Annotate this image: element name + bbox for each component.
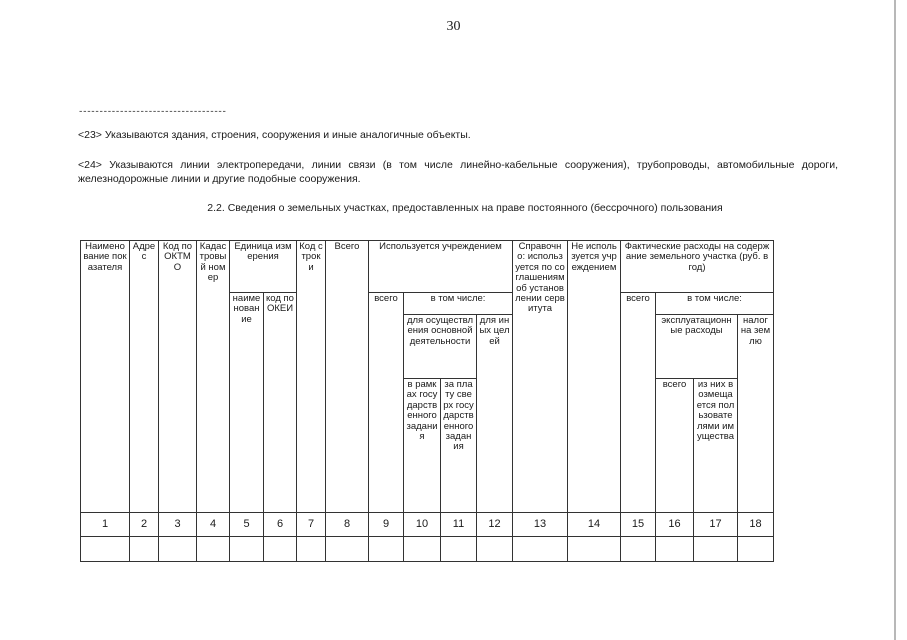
header-main-activity: для осуществления основной деятельности [404, 315, 477, 379]
column-number: 1 [81, 513, 130, 537]
column-number: 11 [441, 513, 477, 537]
column-number: 16 [656, 513, 694, 537]
empty-cell [738, 537, 774, 562]
footnote-separator: ------------------------------------ [78, 107, 226, 117]
column-number: 18 [738, 513, 774, 537]
header-unit-name: наименование [230, 293, 264, 513]
page-edge [894, 0, 896, 640]
empty-cell [568, 537, 621, 562]
header-exp-total: всего [621, 293, 656, 513]
header-unit: Единица измерения [230, 241, 297, 293]
header-other-purposes: для иных целей [477, 315, 513, 513]
header-not-used: Не используется учреждением [568, 241, 621, 513]
empty-cell [297, 537, 326, 562]
empty-cell [326, 537, 369, 562]
column-number: 3 [159, 513, 197, 537]
header-used-incl: в том числе: [404, 293, 513, 315]
header-operating-expenses: эксплуатационные расходы [656, 315, 738, 379]
header-exp-incl: в том числе: [656, 293, 774, 315]
column-number: 2 [130, 513, 159, 537]
column-number: 12 [477, 513, 513, 537]
header-land-tax: налог на землю [738, 315, 774, 513]
column-number: 13 [513, 513, 568, 537]
column-number: 4 [197, 513, 230, 537]
land-plots-table [80, 240, 774, 562]
empty-cell [159, 537, 197, 562]
header-oktmo: Код по ОКТМО [159, 241, 197, 513]
header-address: Адрес [130, 241, 159, 513]
column-number: 7 [297, 513, 326, 537]
empty-cell [264, 537, 297, 562]
column-number: 14 [568, 513, 621, 537]
header-cadastral: Кадастровый номер [197, 241, 230, 513]
column-number: 9 [369, 513, 404, 537]
header-used: Используется учреждением [369, 241, 513, 293]
empty-cell [621, 537, 656, 562]
header-name: Наименование показателя [81, 241, 130, 513]
section-title: 2.2. Сведения о земельных участках, предоставленных на праве постоянного (бессрочного) пользования [207, 202, 723, 214]
footnote-24: <24> Указываются линии электропередачи, линии связи (в том числе линейно-кабельные сооружения), трубопроводы, автомобильные дороги, железнодорожные линии и другие подобные сооружения. [78, 159, 838, 185]
column-number: 10 [404, 513, 441, 537]
header-reimbursed: из них возмещается пользователями имущества [694, 379, 738, 513]
page-number: 30 [446, 19, 461, 34]
column-number: 15 [621, 513, 656, 537]
header-used-total: всего [369, 293, 404, 513]
header-unit-okei: код по ОКЕИ [264, 293, 297, 513]
column-number: 8 [326, 513, 369, 537]
empty-cell [694, 537, 738, 562]
empty-cell [197, 537, 230, 562]
empty-cell [404, 537, 441, 562]
empty-cell [477, 537, 513, 562]
empty-cell [130, 537, 159, 562]
header-above-task: за плату сверх государственного задания [441, 379, 477, 513]
header-total: Всего [326, 241, 369, 513]
empty-cell [81, 537, 130, 562]
header-row-code: Код строки [297, 241, 326, 513]
empty-cell [513, 537, 568, 562]
header-expenses: Фактические расходы на содержание земельного участка (руб. в год) [621, 241, 774, 293]
header-within-task: в рамках государственного задания [404, 379, 441, 513]
column-number: 17 [694, 513, 738, 537]
empty-cell [369, 537, 404, 562]
header-servitude: Справочно: используется по соглашениям об установлении сервитута [513, 241, 568, 513]
footnote-23: <23> Указываются здания, строения, сооружения и иные аналогичные объекты. [78, 129, 471, 141]
empty-cell [441, 537, 477, 562]
column-number: 5 [230, 513, 264, 537]
column-number: 6 [264, 513, 297, 537]
header-op-total: всего [656, 379, 694, 513]
empty-cell [656, 537, 694, 562]
empty-cell [230, 537, 264, 562]
